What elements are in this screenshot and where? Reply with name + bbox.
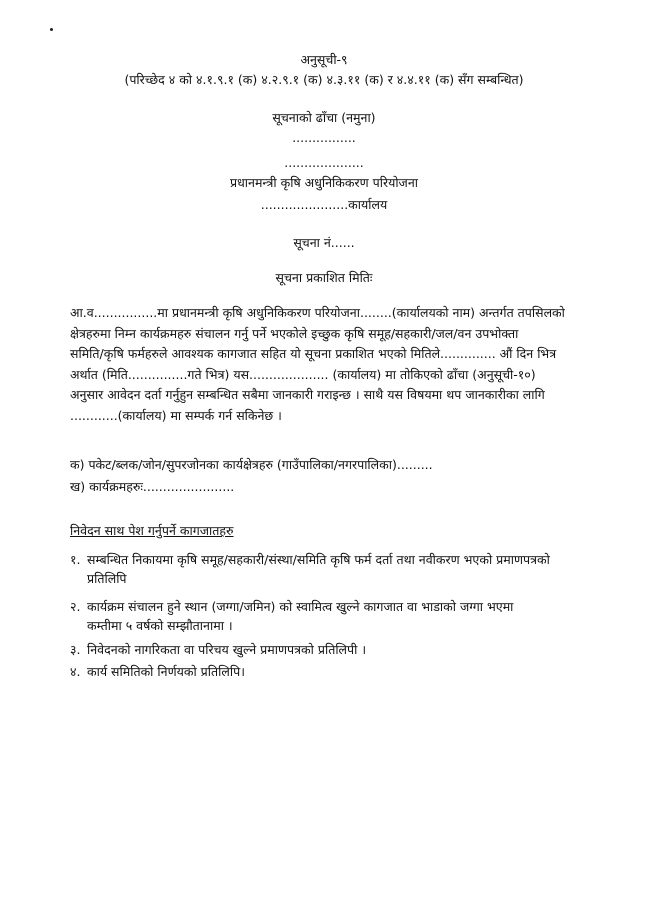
detail-programs: ख) कार्यक्रमहरुः....................... — [70, 479, 235, 494]
paragraph-line: समिति/कृषि फर्महरुले आवश्यक कागजात सहित यो सूचना प्रकाशित भएको मितिले.............. औं दिन भित्र — [70, 346, 557, 361]
list-item-number: २. — [70, 599, 81, 614]
notice-body-paragraph — [70, 303, 630, 426]
list-item-number: ४. — [70, 664, 81, 679]
list-item-number: १. — [70, 552, 81, 567]
list-item-text: निवेदनको नागरिकता वा परिचय खुल्ने प्रमाणपत्रको प्रतिलिपी । — [87, 642, 367, 657]
paragraph-line: ............(कार्यालय) मा सम्पर्क गर्न सकिनेछ । — [70, 407, 282, 423]
placeholder-dots-1: ................ — [292, 130, 356, 145]
list-item-text: कार्यक्रम संचालन हुने स्थान (जग्गा/जमिन) को स्वामित्व खुल्ने कागजात वा भाडाको जग्गा भएमा — [87, 599, 514, 614]
annex-title: अनुसूची-९ — [300, 52, 348, 67]
form-title: सूचनाको ढाँचा (नमुना) — [272, 110, 376, 125]
list-item-text: सम्बन्धित निकायमा कृषि समूह/सहकारी/संस्था/समिति कृषि फर्म दर्ता तथा नवीकरण भएको प्रमाणपत्रको — [87, 552, 550, 567]
list-item — [70, 640, 640, 659]
list-item-number: ३. — [70, 642, 81, 657]
placeholder-dots-2: .................... — [284, 155, 364, 170]
list-item-text: कम्तीमा ५ वर्षको सम्झौतानामा । — [87, 618, 233, 633]
project-name: प्रधानमन्त्री कृषि अधुनिकिकरण परियोजना — [229, 175, 419, 190]
scan-dot-mark — [50, 28, 53, 31]
paragraph-line: आ.व................मा प्रधानमन्त्री कृषि अधुनिकिकरण परियोजना........(कार्यालयको नाम) अन्तर्गत तपसिलको — [70, 305, 565, 320]
documents-heading: निवेदन साथ पेश गर्नुपर्ने कागजातहरु — [70, 523, 234, 538]
detail-area: क) पकेट/ब्लक/जोन/सुपरजोनका कार्यक्षेत्रहरु (गाउँपालिका/नगरपालिका)......... — [70, 457, 433, 472]
list-item — [70, 550, 640, 588]
office-line: ......................कार्यालय — [260, 197, 388, 212]
paragraph-line: अर्थात (मिति...............गते भित्र) यस.................... (कार्यालय) मा तोकिएको ढाँचा (अनुसूची-१०) — [70, 366, 536, 382]
notice-number: सूचना नं...... — [293, 235, 355, 250]
paragraph-line: क्षेत्रहरुमा निम्न कार्यक्रमहरु संचालन गर्नु पर्ने भएकोले इच्छुक कृषि समूह/सहकारी/जल/वन उपभोक्ता — [70, 325, 519, 341]
list-item-text: प्रतिलिपि — [87, 571, 127, 586]
paragraph-line: अनुसार आवेदन दर्ता गर्नुहुन सम्बन्धित सबैमा जानकारी गराइन्छ । साथै यस विषयमा थप जानकारीका लागि — [70, 387, 545, 402]
list-item-text: कार्य समितिको निर्णयको प्रतिलिपि। — [87, 664, 245, 679]
section-reference: (परिच्छेद ४ को ४.१.९.१ (क) ४.२.९.१ (क) ४.३.११ (क) र ४.४.११ (क) सँग सम्बन्धित) — [124, 72, 524, 87]
list-item — [70, 597, 640, 635]
list-item — [70, 662, 640, 681]
publish-date: सूचना प्रकाशित मितिः — [275, 270, 373, 285]
